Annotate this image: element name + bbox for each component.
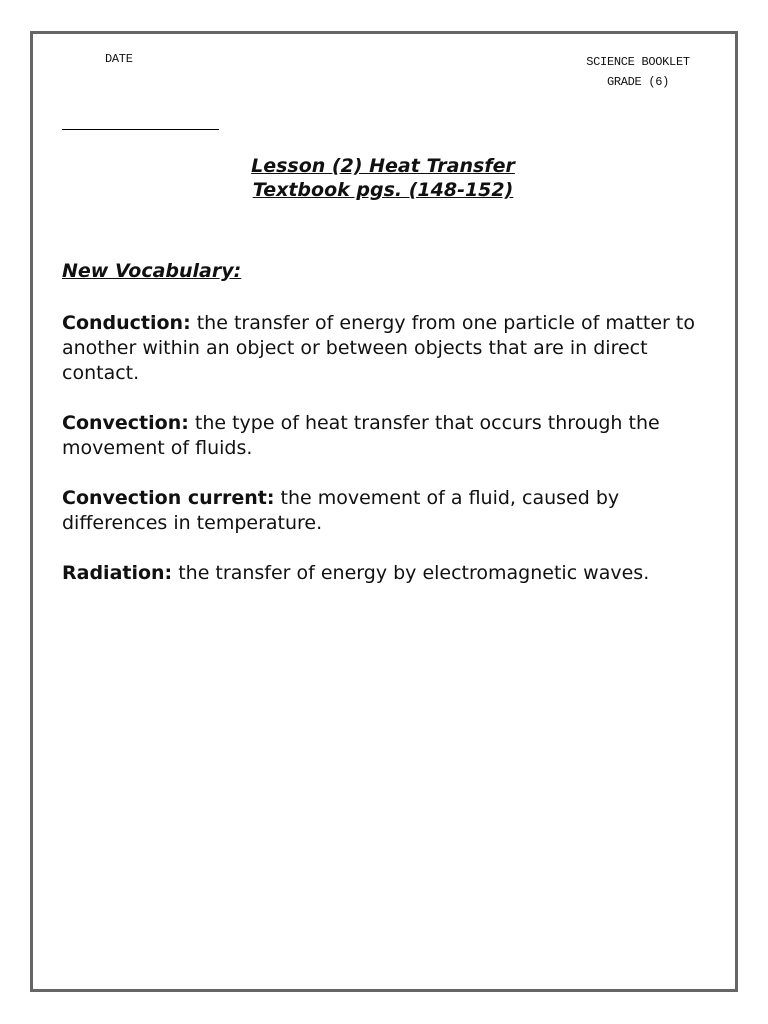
booklet-title: SCIENCE BOOKLET	[586, 55, 690, 69]
vocab-term: Radiation:	[62, 562, 173, 584]
vocab-term: Conduction:	[62, 312, 191, 334]
lesson-title-line: Lesson (2) Heat Transfer	[251, 155, 515, 177]
vocab-definition: the transfer of energy from one particle of matter to another within an object or between objects that are in direct contact.	[62, 312, 695, 384]
date-blank-line	[62, 129, 219, 130]
lesson-title	[33, 154, 733, 202]
textbook-pages-line: Textbook pgs. (148-152)	[252, 179, 514, 201]
date-label: DATE	[105, 52, 133, 66]
vocab-entry-radiation	[62, 561, 712, 586]
vocab-entry-conduction	[62, 311, 712, 386]
vocab-entry-convection-current	[62, 486, 712, 536]
vocab-definition: the transfer of energy by electromagnetic waves.	[172, 562, 650, 584]
page-frame	[30, 31, 738, 992]
grade-label: GRADE (6)	[606, 75, 670, 89]
vocabulary-heading: New Vocabulary:	[62, 260, 242, 282]
booklet-header	[553, 52, 723, 92]
vocab-entry-convection	[62, 411, 712, 461]
vocabulary-list	[62, 311, 712, 611]
vocab-definition: the type of heat transfer that occurs through the movement of fluids.	[62, 412, 660, 459]
vocab-term: Convection current:	[62, 487, 275, 509]
vocab-term: Convection:	[62, 412, 189, 434]
vocab-definition: the movement of a fluid, caused by differences in temperature.	[62, 487, 620, 534]
